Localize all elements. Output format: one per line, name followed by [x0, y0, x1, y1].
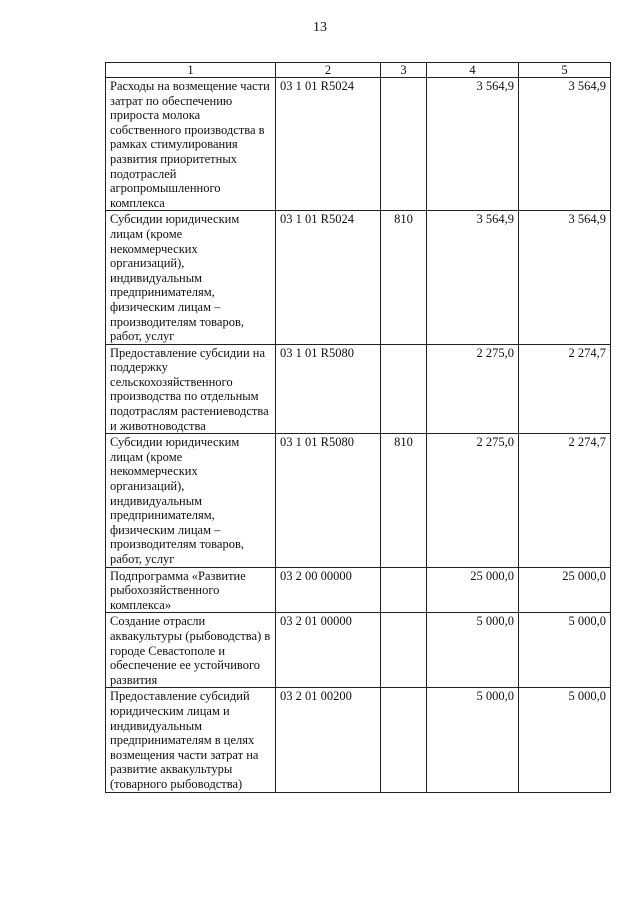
row-amount-exec: 3 564,9: [519, 211, 611, 344]
row-code: 03 2 00 00000: [276, 567, 381, 613]
row-amount-plan: 3 564,9: [427, 211, 519, 344]
row-expense-type: [381, 613, 427, 688]
page-number: 13: [313, 20, 327, 35]
row-amount-plan: 3 564,9: [427, 78, 519, 211]
row-amount-exec: 5 000,0: [519, 613, 611, 688]
row-amount-exec: 5 000,0: [519, 688, 611, 792]
row-expense-type: [381, 688, 427, 792]
row-expense-type: [381, 567, 427, 613]
column-header: 4: [427, 63, 519, 78]
row-code: 03 1 01 R5024: [276, 78, 381, 211]
row-code: 03 1 01 R5080: [276, 344, 381, 434]
row-description: Субсидии юридическим лицам (кроме некоммерческих организаций), индивидуальным предпринимателям, физическим лицам – производителям товаров, работ, услуг: [106, 211, 276, 344]
budget-table: [105, 62, 611, 793]
row-code: 03 2 01 00200: [276, 688, 381, 792]
row-description: Расходы на возмещение части затрат по обеспечению прироста молока собственного производства в рамках стимулирования развития приоритетных подотраслей агропромышленного комплекса: [106, 78, 276, 211]
row-amount-plan: 2 275,0: [427, 344, 519, 434]
row-expense-type: 810: [381, 434, 427, 567]
row-code: 03 1 01 R5080: [276, 434, 381, 567]
table-row: [106, 613, 611, 688]
header-row: [106, 63, 611, 78]
row-description: Предоставление субсидий юридическим лицам и индивидуальным предпринимателям в целях возмещения части затрат на развитие аквакультуры (товарного рыбоводства): [106, 688, 276, 792]
row-description: Предоставление субсидии на поддержку сельскохозяйственного производства по отдельным подотраслям растениеводства и животноводства: [106, 344, 276, 434]
row-amount-plan: 2 275,0: [427, 434, 519, 567]
row-amount-exec: 3 564,9: [519, 78, 611, 211]
row-code: 03 1 01 R5024: [276, 211, 381, 344]
row-amount-plan: 5 000,0: [427, 613, 519, 688]
row-amount-plan: 5 000,0: [427, 688, 519, 792]
row-amount-exec: 25 000,0: [519, 567, 611, 613]
row-code: 03 2 01 00000: [276, 613, 381, 688]
column-header: 5: [519, 63, 611, 78]
table-row: [106, 688, 611, 792]
row-expense-type: 810: [381, 211, 427, 344]
row-description: Подпрограмма «Развитие рыбохозяйственного комплекса»: [106, 567, 276, 613]
row-amount-plan: 25 000,0: [427, 567, 519, 613]
column-header: 1: [106, 63, 276, 78]
row-amount-exec: 2 274,7: [519, 434, 611, 567]
row-description: Создание отрасли аквакультуры (рыбоводства) в городе Севастополе и обеспечение ее устойчивого развития: [106, 613, 276, 688]
table-row: [106, 567, 611, 613]
column-header: 3: [381, 63, 427, 78]
row-expense-type: [381, 344, 427, 434]
row-description: Субсидии юридическим лицам (кроме некоммерческих организаций), индивидуальным предпринимателям, физическим лицам – производителям товаров, работ, услуг: [106, 434, 276, 567]
table-row: [106, 78, 611, 211]
table-row: [106, 434, 611, 567]
row-amount-exec: 2 274,7: [519, 344, 611, 434]
row-expense-type: [381, 78, 427, 211]
table-row: [106, 211, 611, 344]
column-header: 2: [276, 63, 381, 78]
table-row: [106, 344, 611, 434]
